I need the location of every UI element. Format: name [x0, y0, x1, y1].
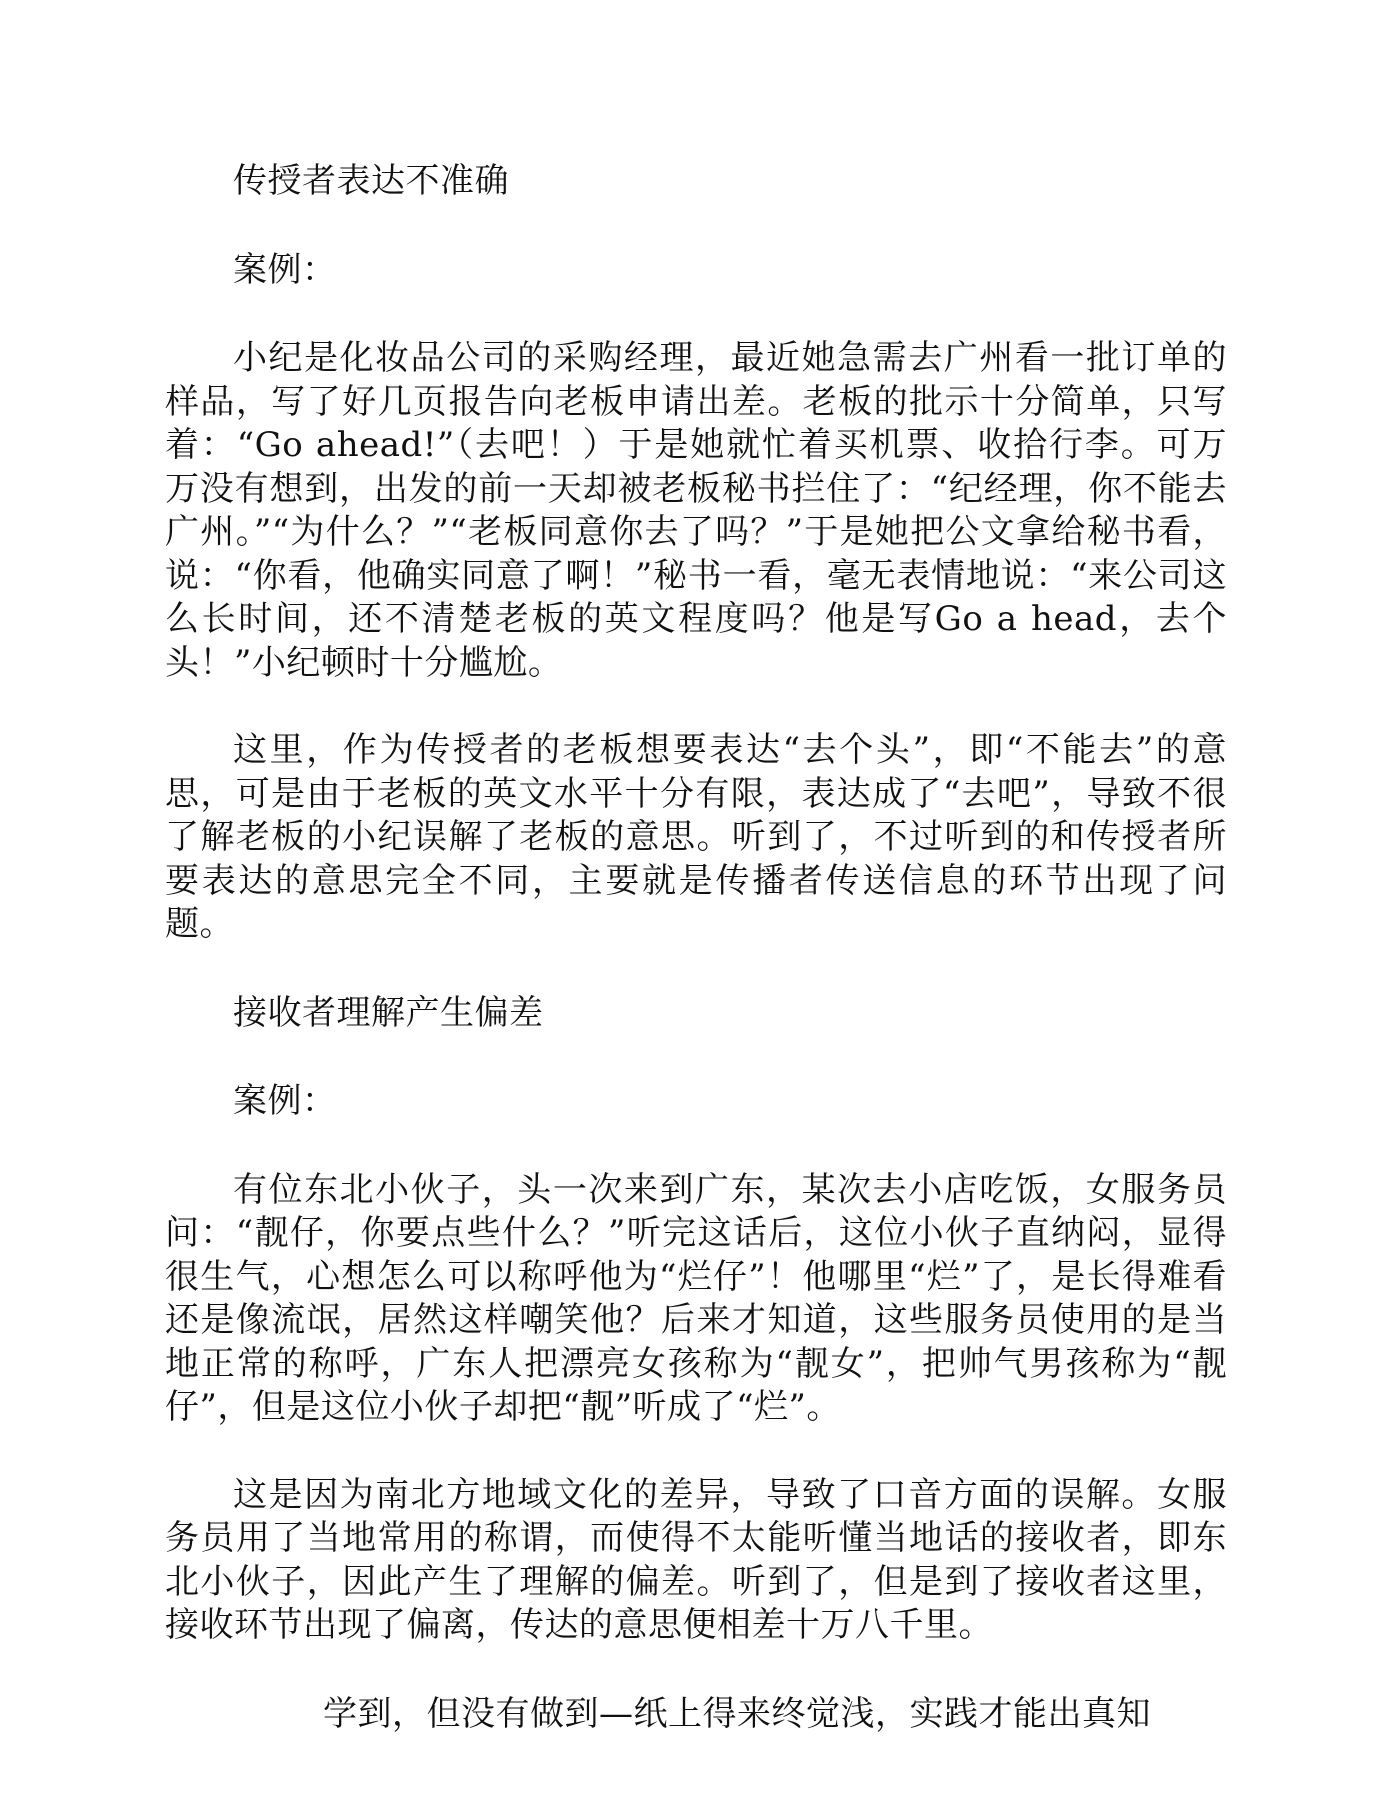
spacer — [165, 947, 1227, 992]
section-heading-practice: 学到，但没有做到—纸上得来终觉浅，实践才能出真知 — [323, 1693, 1151, 1734]
case-story-paragraph: 有位东北小伙子，头一次来到广东，某次去小店吃饭，女服务员问：“靓仔，你要点些什么？”听完这话后，这位小伙子直纳闷，显得很生气，心想怎么可以称呼他为“烂仔”！他哪里“烂”了，是长得难看还是像流氓，居然这样嘲笑他？后来才知道，这些服务员使用的是当地正常的称呼，广东人把漂亮女孩称为“靓女”，把帅气男孩称为“靓仔”，但是这位小伙子却把“靓”听成了“烂”。 — [165, 1169, 1227, 1427]
spacer — [165, 1124, 1227, 1169]
spacer — [165, 685, 1227, 729]
section-heading-receiver: 接收者理解产生偏差 — [233, 992, 544, 1033]
spacer — [165, 1430, 1227, 1474]
document-page — [165, 160, 1227, 1736]
case-story-paragraph: 小纪是化妆品公司的采购经理，最近她急需去广州看一批订单的样品，写了好几页报告向老板申请出差。老板的批示十分简单，只写着：“Go ahead!”（去吧！）于是她就忙着买机票、收拾行李。可万万没有想到，出发的前一天却被老板秘书拦住了：“纪经理，你不能去广州。”“为什么？”“老板同意你去了吗？”于是她把公文拿给秘书看，说：“你看，他确实同意了啊！”秘书一看，毫无表情地说：“来公司这么长时间，还不清楚老板的英文程度吗？他是写Go a head，去个头！”小纪顿时十分尴尬。 — [165, 338, 1227, 683]
section-heading-sender: 传授者表达不准确 — [233, 161, 509, 201]
case-label: 案例： — [233, 1081, 337, 1121]
spacer — [165, 204, 1227, 249]
spacer — [165, 292, 1227, 337]
analysis-paragraph: 这是因为南北方地域文化的差异，导致了口音方面的误解。女服务员用了当地常用的称谓，而使得不太能听懂当地话的接收者，即东北小伙子，因此产生了理解的偏差。听到了，但是到了接收者这里，接收环节出现了偏离，传达的意思便相差十万八千里。 — [165, 1474, 1227, 1645]
spacer — [165, 1035, 1227, 1080]
analysis-paragraph: 这里，作为传授者的老板想要表达“去个头”，即“不能去”的意思，可是由于老板的英文水平十分有限，表达成了“去吧”，导致不很了解老板的小纪误解了老板的意思。听到了，不过听到的和传授者所要表达的意思完全不同，主要就是传播者传送信息的环节出现了问题。 — [165, 730, 1227, 944]
case-label: 案例： — [233, 249, 337, 290]
spacer — [165, 1648, 1227, 1693]
